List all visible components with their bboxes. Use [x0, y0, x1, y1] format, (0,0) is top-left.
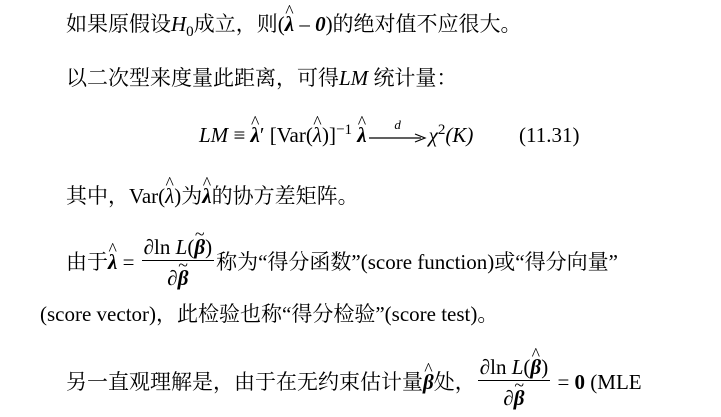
gradient-fraction [478, 356, 550, 409]
lm-symbol: LM [199, 123, 229, 147]
text-segment: 其中， [66, 184, 129, 208]
paragraph-lm-intro [66, 68, 457, 89]
paragraph-score-test: (score vector)，此检验也称“得分检验”(score test)。 [40, 302, 499, 326]
beta-tilde: ~ β [178, 267, 189, 289]
equiv-sign: ≡ [228, 123, 251, 147]
convergence-arrow [369, 117, 427, 144]
zero-vector: 0 [574, 370, 586, 395]
chi-square-exponent: 2 [437, 121, 446, 138]
prime-mark: ′ [259, 123, 265, 147]
equals-sign: = [117, 250, 140, 275]
likelihood-symbol: L [511, 355, 524, 379]
minus-sign: – [294, 12, 316, 36]
lambda-hat: ^ λ [251, 125, 260, 146]
text-segment: (MLE [585, 370, 642, 395]
inverse-exponent: −1 [335, 121, 353, 138]
text-segment: 称为“得分函数”(score function)或“得分向量” [216, 250, 618, 275]
text-segment: 由于 [66, 250, 108, 275]
text-segment: )的绝对值不应很大。 [325, 12, 522, 36]
paragraph-covariance [66, 186, 359, 207]
chi-symbol: χ [428, 123, 438, 147]
degrees-of-freedom: (K) [445, 123, 474, 147]
paragraph-null-hypothesis [66, 12, 522, 40]
text-segment: 的协方差矩阵。 [211, 184, 359, 208]
lambda-hat: ^ λ [357, 125, 366, 146]
likelihood-symbol: L [175, 235, 188, 259]
var-open: [Var( [264, 123, 313, 147]
subscript-zero: 0 [186, 23, 194, 40]
partial-symbol: ∂ [503, 386, 514, 411]
paragraph-score-function [66, 236, 618, 289]
equals-sign: = [552, 370, 575, 395]
paren-close: ) [541, 355, 549, 379]
lambda-hat: ^ λ [202, 186, 211, 207]
lambda-hat: ^ λ [165, 186, 174, 207]
partial-ln: ∂ln [479, 355, 512, 379]
lambda-hat: ^ λ [285, 14, 294, 35]
var-close: )] [321, 123, 336, 147]
paren-open: ( [523, 355, 531, 379]
equation-lm-statistic [199, 117, 474, 147]
var-open: Var( [129, 184, 166, 208]
hypothesis-symbol: H [171, 12, 187, 36]
paren-close: ) [205, 235, 213, 259]
text-segment: 统计量： [368, 66, 458, 90]
text-segment: 为 [181, 184, 203, 208]
beta-tilde: ~ β [514, 387, 525, 409]
text-segment: 以二次型来度量此距离，可得 [66, 66, 339, 90]
fraction-denominator [142, 261, 214, 289]
paren-open: ( [187, 235, 195, 259]
text-segment: 另一直观理解是，由于在无约束估计量 [66, 370, 423, 395]
beta-hat: ^ β [530, 356, 541, 378]
paragraph-intuition [66, 356, 642, 409]
text-segment: 如果原假设 [66, 12, 171, 36]
lm-symbol: LM [339, 66, 369, 90]
zero-vector: 0 [315, 12, 326, 36]
beta-hat: ^ β [423, 372, 434, 393]
arrow-label: d [394, 117, 401, 133]
text-segment: 成立，则( [193, 12, 285, 36]
text-segment: 处， [433, 370, 476, 395]
score-fraction [142, 236, 214, 289]
arrow-icon [369, 133, 427, 143]
lambda-hat: ^ λ [108, 252, 117, 273]
var-close: ) [174, 184, 182, 208]
beta-tilde: ~ β [194, 236, 205, 258]
equation-number: (11.31) [519, 123, 580, 147]
partial-ln: ∂ln [143, 235, 176, 259]
partial-symbol: ∂ [167, 266, 178, 291]
fraction-denominator [478, 381, 550, 409]
lambda-hat: ^ λ [313, 125, 322, 146]
